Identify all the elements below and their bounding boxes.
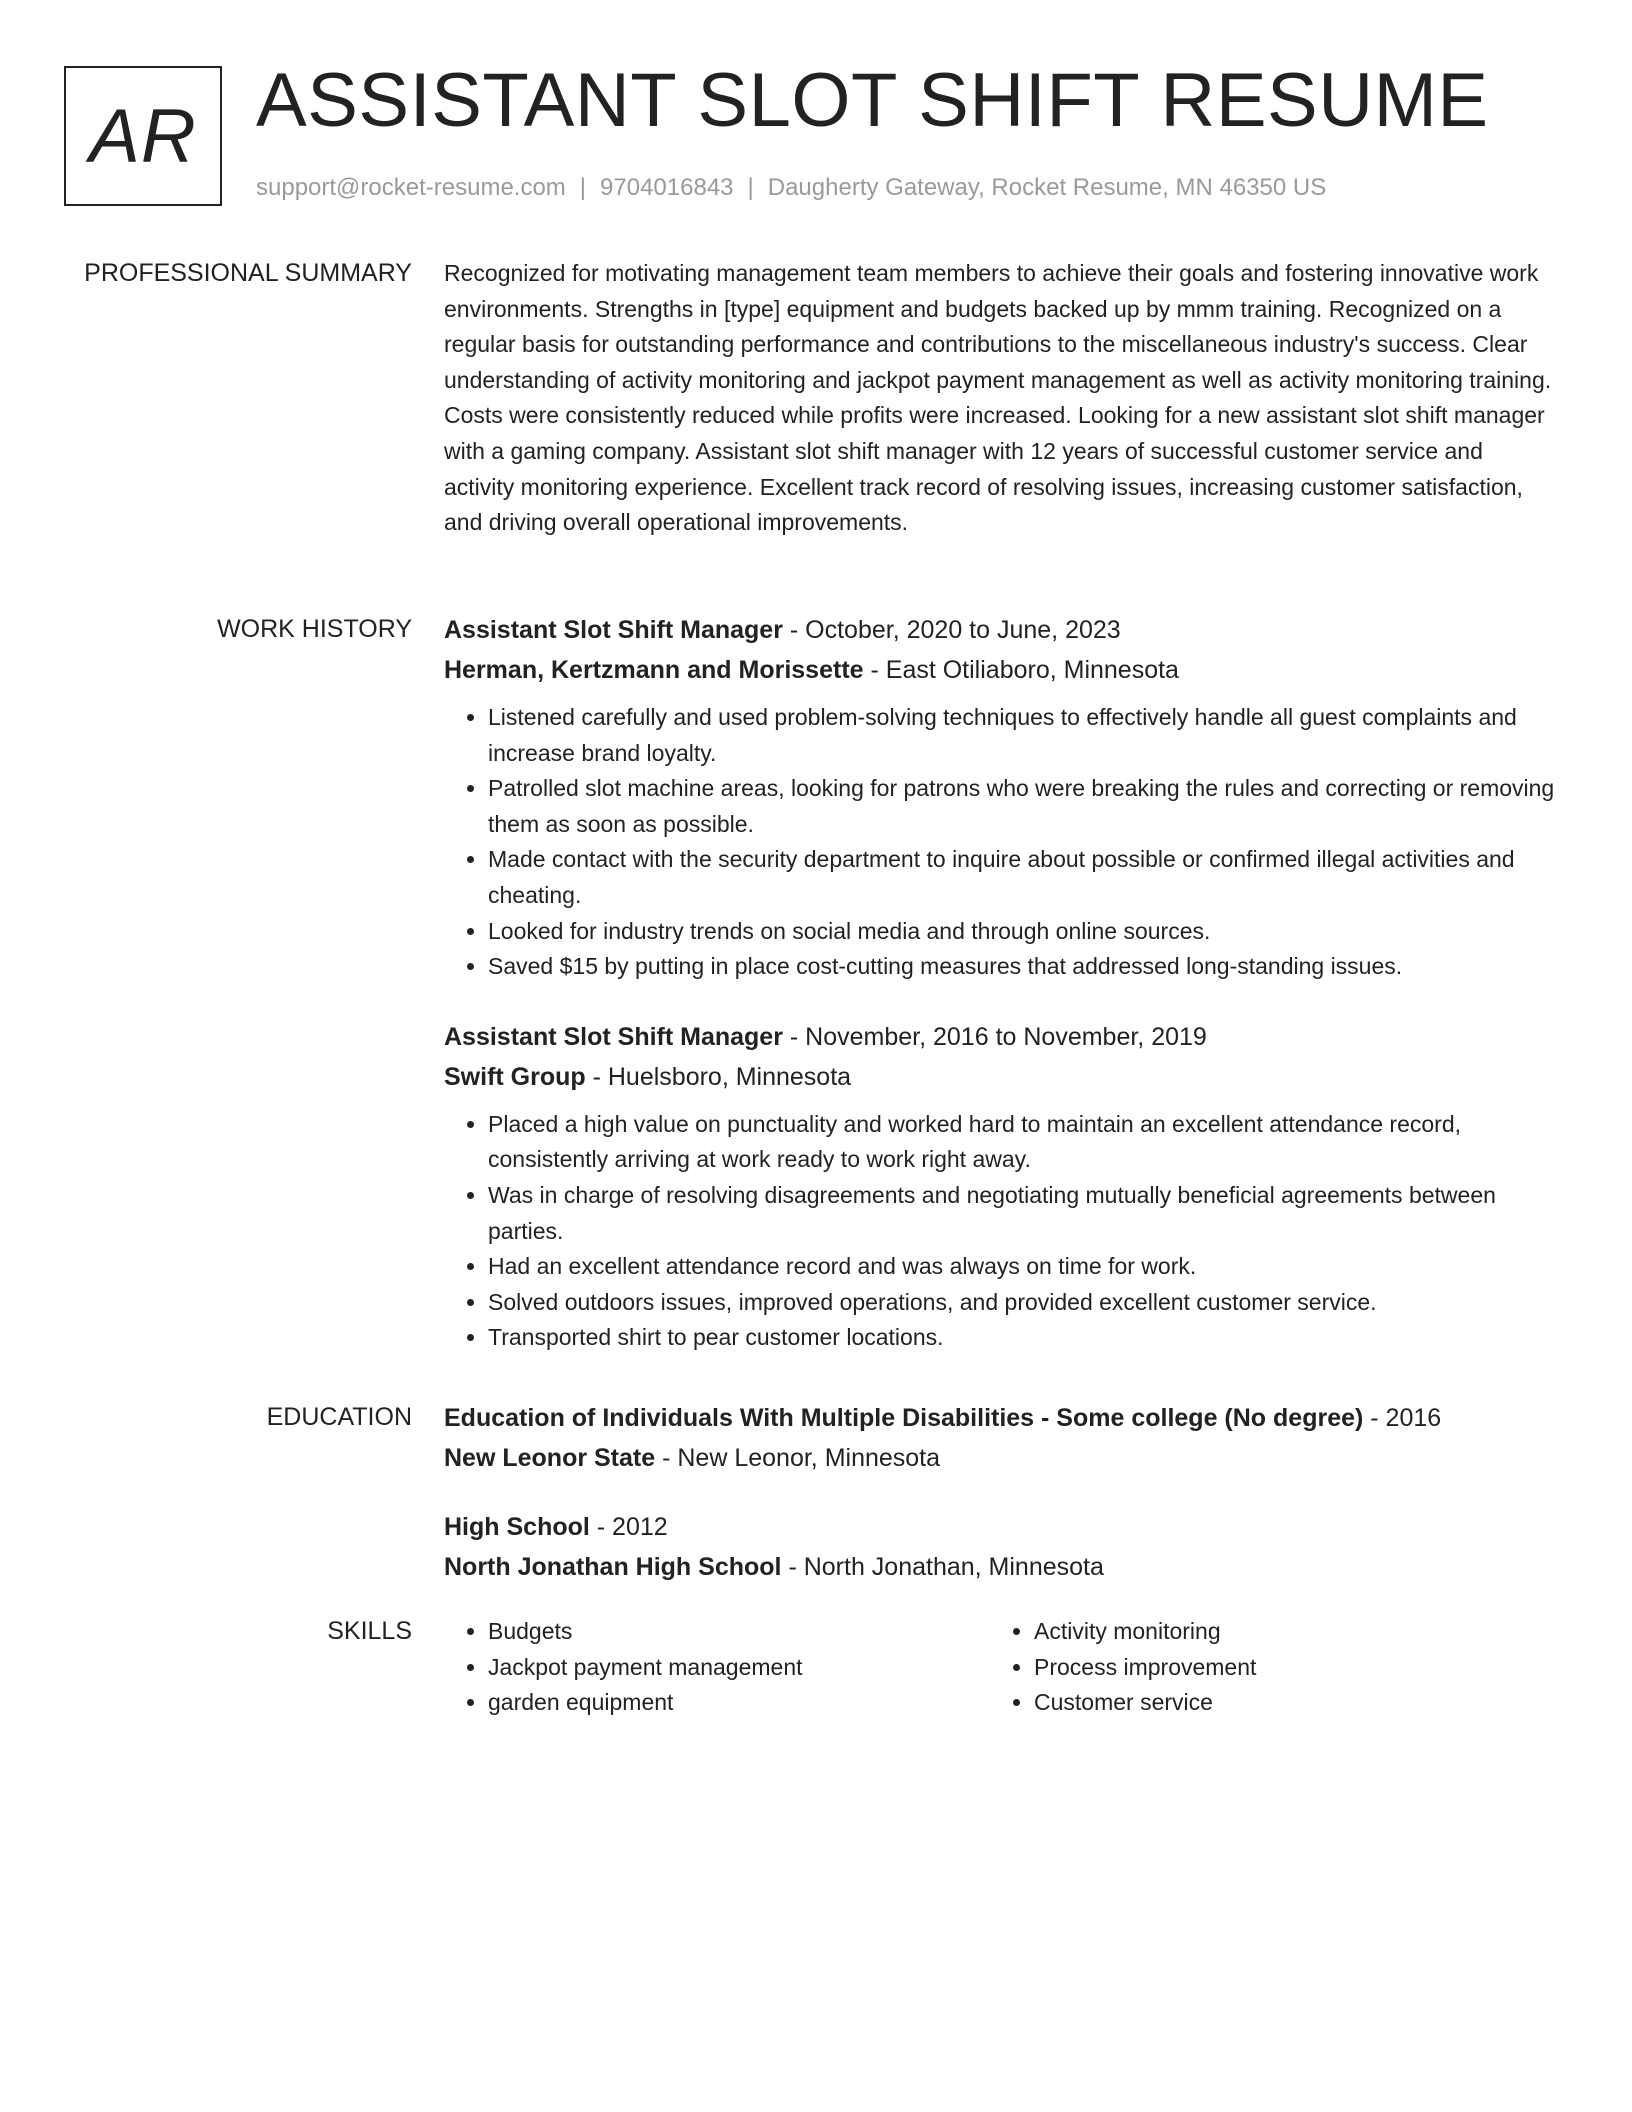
skills-columns	[444, 1614, 1556, 1721]
education-year: - 2012	[589, 1513, 668, 1541]
contact-line	[256, 174, 1326, 202]
skills-column	[990, 1614, 1536, 1721]
job-dates: - October, 2020 to June, 2023	[782, 616, 1121, 644]
education-year: - 2016	[1363, 1404, 1442, 1432]
education-entry	[444, 1398, 1556, 1478]
education-degree-line	[444, 1507, 1556, 1547]
job-bullet: • Solved outdoors issues, improved operations, and provided excellent customer service.	[488, 1285, 1556, 1321]
contact-address: Daugherty Gateway, Rocket Resume, MN 46350 US	[767, 174, 1327, 201]
initials-monogram	[64, 66, 222, 206]
skills-column	[444, 1614, 990, 1721]
job-bullet: • Transported shirt to pear customer locations.	[488, 1320, 1556, 1356]
job-entry	[444, 1017, 1556, 1356]
job-title-line	[444, 610, 1556, 650]
job-bullet: • Patrolled slot machine areas, looking for patrons who were breaking the rules and correcting or removing them as soon as possible.	[488, 771, 1556, 842]
education-school: New Leonor State	[444, 1444, 656, 1472]
education-location: - New Leonor, Minnesota	[655, 1444, 941, 1472]
skill-item: • Jackpot payment management	[488, 1650, 990, 1686]
job-title: Assistant Slot Shift Manager	[444, 1022, 783, 1051]
summary-label: PROFESSIONAL SUMMARY	[84, 259, 412, 287]
job-bullets	[444, 700, 1556, 985]
job-bullet: • Had an excellent attendance record and was always on time for work.	[488, 1249, 1556, 1285]
skill-item: • Budgets	[488, 1614, 990, 1650]
job-dates: - November, 2016 to November, 2019	[782, 1022, 1207, 1051]
job-location: - Huelsboro, Minnesota	[585, 1062, 852, 1091]
education-degree: High School	[444, 1513, 590, 1541]
contact-phone: 9704016843	[600, 174, 734, 201]
contact-email: support@rocket-resume.com	[256, 174, 566, 201]
education-school-line	[444, 1438, 1556, 1478]
job-title-line	[444, 1017, 1556, 1057]
job-employer: Swift Group	[444, 1062, 586, 1091]
job-bullet: • Made contact with the security department to inquire about possible or confirmed illegal activities and cheating.	[488, 842, 1556, 913]
job-bullets	[444, 1107, 1556, 1356]
job-bullet: • Listened carefully and used problem-solving techniques to effectively handle all guest complaints and increase brand loyalty.	[488, 700, 1556, 771]
education-label: EDUCATION	[266, 1403, 412, 1431]
job-entry	[444, 610, 1556, 985]
job-employer: Herman, Kertzmann and Morissette	[444, 656, 864, 684]
skill-item: • garden equipment	[488, 1685, 990, 1721]
education-location: - North Jonathan, Minnesota	[781, 1553, 1104, 1581]
contact-separator: |	[747, 174, 754, 201]
job-bullet: • Looked for industry trends on social media and through online sources.	[488, 914, 1556, 950]
education-degree: Education of Individuals With Multiple Disabilities - Some college (No degree)	[444, 1404, 1364, 1432]
job-employer-line	[444, 650, 1556, 690]
initials-text: AR	[89, 93, 197, 179]
job-title: Assistant Slot Shift Manager	[444, 616, 783, 644]
job-bullet: • Placed a high value on punctuality and worked hard to maintain an excellent attendance record, consistently arriving at work ready to work right away.	[488, 1107, 1556, 1178]
contact-separator: |	[579, 174, 587, 201]
summary-text: Recognized for motivating management team members to achieve their goals and fostering innovative work environments. Strengths in [type] equipment and budgets backed up by mmm training. Recognized on a regular basis for outstanding performance and contributions to the miscellaneous industry's success. Clear understanding of activity monitoring and jackpot payment management as well as activity monitoring training. Costs were consistently reduced while profits were increased. Looking for a new assistant slot shift manager with a gaming company. Assistant slot shift manager with 12 years of successful customer service and activity monitoring experience. Excellent track record of resolving issues, increasing customer satisfaction, and driving overall operational improvements.	[444, 260, 1552, 536]
education-school-line	[444, 1547, 1556, 1587]
skills-label: SKILLS	[327, 1617, 412, 1645]
work-history-label: WORK HISTORY	[217, 615, 412, 643]
skill-item: • Activity monitoring	[1034, 1614, 1536, 1650]
job-employer-line	[444, 1057, 1556, 1097]
education-degree-line	[444, 1398, 1556, 1438]
job-bullet: • Was in charge of resolving disagreements and negotiating mutually beneficial agreements between parties.	[488, 1178, 1556, 1249]
resume-title: ASSISTANT SLOT SHIFT RESUME	[256, 58, 1489, 143]
skill-item: • Customer service	[1034, 1685, 1536, 1721]
education-school: North Jonathan High School	[444, 1553, 782, 1581]
job-location: - East Otiliaboro, Minnesota	[863, 656, 1179, 684]
job-bullet: • Saved $15 by putting in place cost-cutting measures that addressed long-standing issues.	[488, 949, 1556, 985]
education-entry	[444, 1507, 1556, 1587]
skill-item: • Process improvement	[1034, 1650, 1536, 1686]
